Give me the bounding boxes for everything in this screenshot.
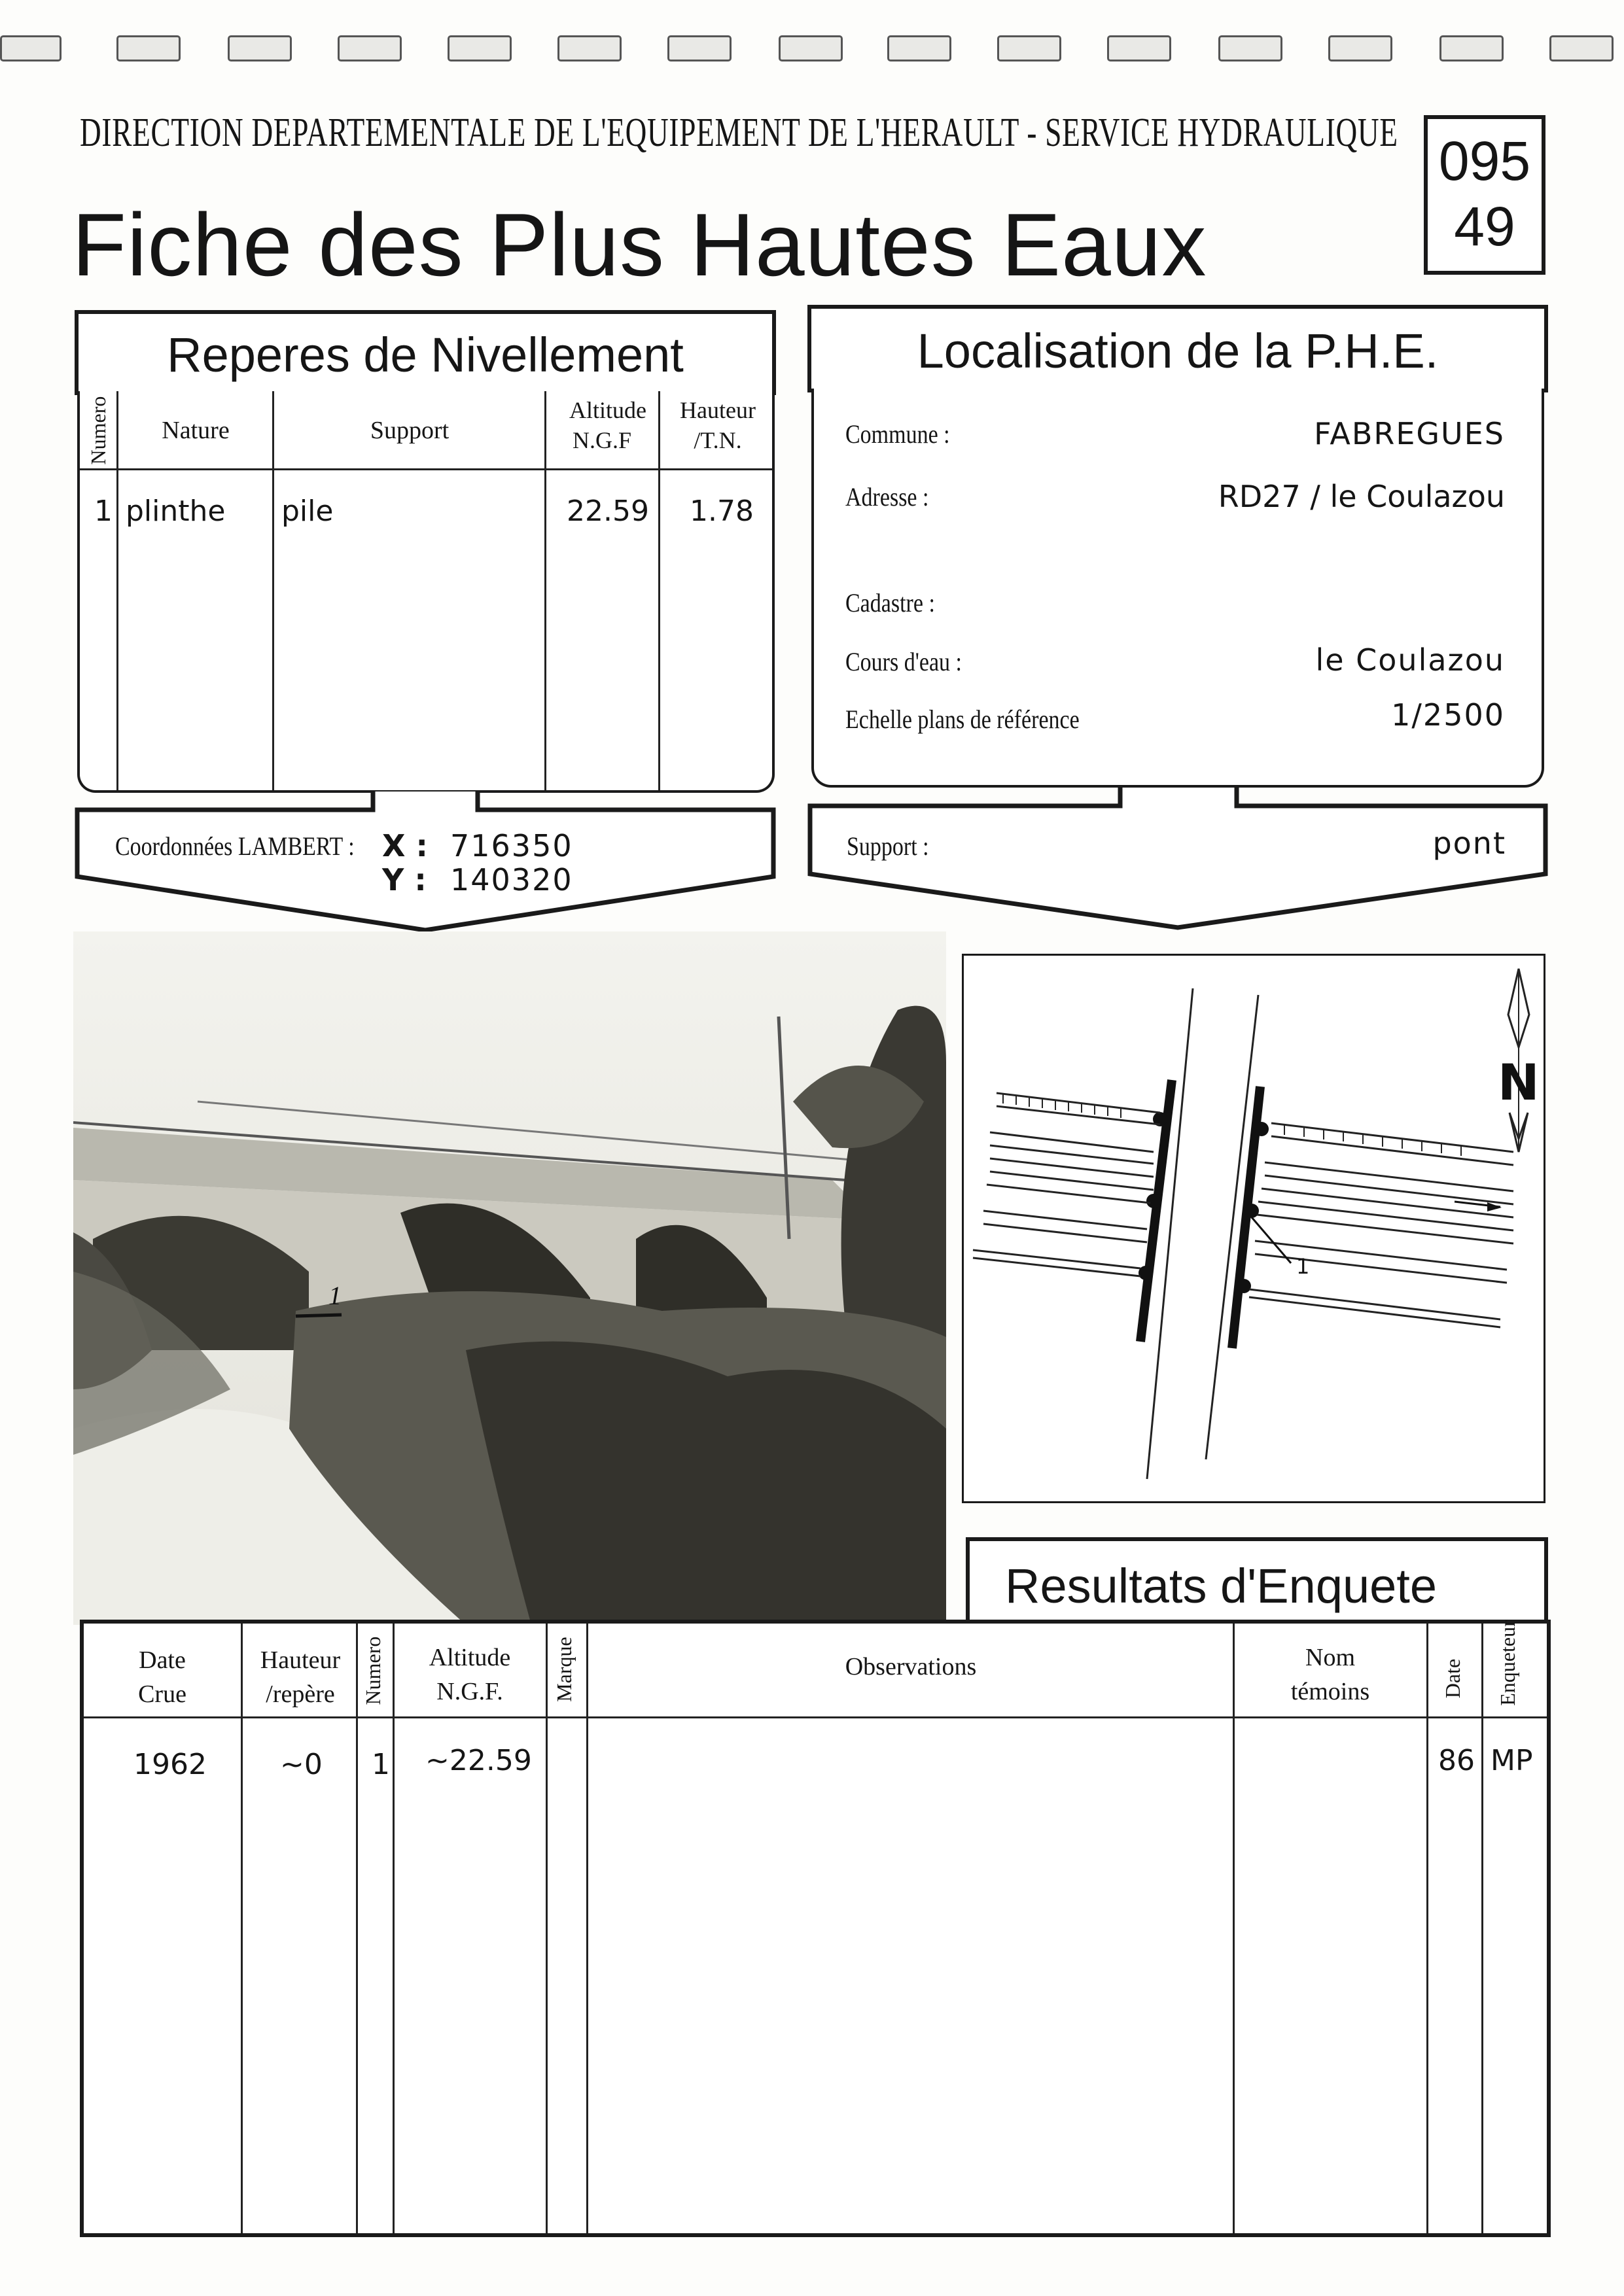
- adresse-label: Adresse :: [845, 482, 929, 512]
- adresse-value: RD27 / le Coulazou: [1218, 479, 1505, 514]
- sheet-code-top: 095: [1438, 130, 1531, 192]
- cadastre-label: Cadastre :: [845, 588, 935, 617]
- col-altitude: Altitude N.G.F: [569, 397, 646, 453]
- sheet-code-box: [1424, 115, 1545, 275]
- plan-mark: 1: [1296, 1254, 1310, 1279]
- col-marque: Marque: [552, 1637, 576, 1702]
- site-plan: [962, 954, 1545, 1503]
- col-date: Date: [1441, 1658, 1464, 1699]
- col-hauteur-repere: Hauteur /repère: [260, 1646, 341, 1708]
- echelle-value: 1/2500: [1391, 697, 1505, 733]
- commune-label: Commune :: [845, 419, 950, 449]
- sheet-code-bottom: 49: [1454, 196, 1515, 257]
- localisation-title: Localisation de la P.H.E.: [917, 324, 1439, 378]
- support-label: Support :: [847, 831, 929, 861]
- cell-nature: plinthe: [126, 495, 226, 528]
- col-hauteur: Hauteur /T.N.: [680, 397, 756, 453]
- page-title: Fiche des Plus Hautes Eaux: [72, 195, 1207, 294]
- reperes-title-box: [75, 310, 776, 395]
- coords-label: Coordonnées LAMBERT :: [115, 831, 355, 861]
- echelle-label: Echelle plans de référence: [845, 704, 1080, 734]
- resultats-title-box: [966, 1537, 1548, 1626]
- cell-hauteur: 1.78: [690, 495, 754, 528]
- cell-numero-res: 1: [372, 1748, 390, 1781]
- y-label: Y :: [382, 862, 427, 897]
- y-value: 140320: [450, 862, 573, 897]
- agency-line: DIRECTION DEPARTEMENTALE DE L'EQUIPEMENT DE L'HERAULT - SERVICE HYDRAULIQUE: [80, 111, 1398, 155]
- cell-date-crue: 1962: [133, 1748, 207, 1781]
- commune-value: FABREGUES: [1314, 416, 1505, 451]
- cell-date: 86: [1438, 1744, 1475, 1777]
- reperes-table: [77, 391, 775, 793]
- col-enqueteur: Enqueteur: [1496, 1620, 1519, 1706]
- photo-mark: 1: [328, 1281, 342, 1310]
- north-label: N: [1498, 1053, 1540, 1111]
- col-observations: Observations: [845, 1653, 977, 1680]
- support-value: pont: [1432, 826, 1506, 861]
- cell-altitude-res: ~22.59: [425, 1744, 532, 1777]
- cours-label: Cours d'eau :: [845, 647, 962, 676]
- resultats-title: Resultats d'Enquete: [1005, 1559, 1438, 1613]
- cell-support: pile: [281, 495, 334, 528]
- col-support: Support: [370, 417, 450, 444]
- col-date-crue: Date Crue: [138, 1646, 186, 1708]
- cours-value: le Coulazou: [1315, 642, 1505, 678]
- cell-numero: 1: [94, 495, 113, 528]
- col-altitude-res: Altitude N.G.F.: [429, 1644, 511, 1705]
- col-numero: Numero: [86, 396, 110, 465]
- reperes-title: Reperes de Nivellement: [167, 328, 684, 382]
- bridge-photo: [73, 931, 946, 1625]
- resultats-table: [80, 1620, 1551, 2237]
- x-label: X :: [382, 828, 428, 863]
- cell-altitude: 22.59: [567, 495, 649, 528]
- col-numero-res: Numero: [361, 1636, 385, 1705]
- col-nom-temoins: Nom témoins: [1290, 1644, 1370, 1705]
- x-value: 716350: [450, 828, 573, 863]
- col-nature: Nature: [162, 417, 230, 444]
- localisation-title-box: [807, 305, 1548, 392]
- cell-enqueteur: MP: [1491, 1744, 1533, 1777]
- cell-hauteur-repere: ~0: [280, 1748, 323, 1781]
